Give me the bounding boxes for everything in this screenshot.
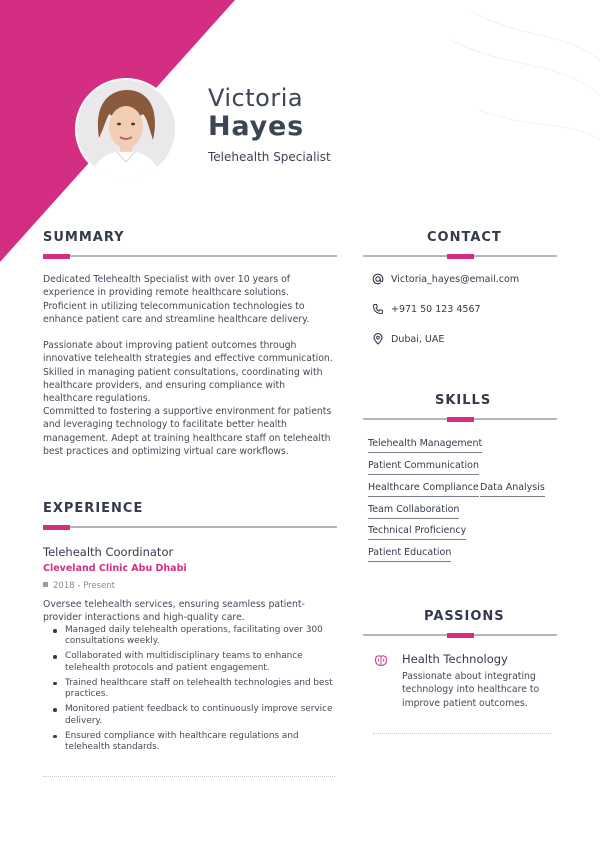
job-description: Oversee telehealth services, ensuring seamless patient-provider interactions and high-quality care. [43, 599, 305, 623]
job-bullet: Trained healthcare staff on telehealth technologies and best practices. [52, 678, 337, 701]
job-dates [43, 581, 115, 591]
summary-paragraph: Passionate about improving patient outcomes through innovative telehealth strategies and effective communication. Skilled in managing patient consultations, coordinating with healthcare providers, and ensuring compliance with healthcare regulations. [43, 340, 333, 405]
passions-divider [373, 733, 551, 734]
job-bullet: Managed daily telehealth operations, facilitating over 300 consultations weekly. [52, 625, 337, 648]
first-name: Victoria [208, 84, 304, 112]
summary-accent [43, 254, 70, 259]
summary-rule [43, 255, 337, 257]
passions-accent [447, 633, 474, 638]
experience-accent [43, 525, 70, 530]
passion-title: Health Technology [402, 652, 508, 666]
job-bullets [52, 625, 337, 757]
skills-accent [447, 417, 474, 422]
contact-heading: CONTACT [427, 230, 502, 245]
skill-tag: Data Analysis [480, 482, 545, 497]
last-name: Hayes [208, 111, 304, 142]
job-bullet: Monitored patient feedback to continuously improve service delivery. [52, 704, 337, 727]
summary-paragraph: Committed to fostering a supportive environment for patients and leveraging technology to facilitate better health management. Adept at training healthcare staff on telehealth best practices and optimizing virtual care workflows. [43, 406, 332, 457]
location-pin-icon [372, 333, 384, 345]
experience-heading: EXPERIENCE [43, 501, 144, 516]
at-icon [372, 273, 384, 285]
profile-photo [77, 80, 175, 178]
skill-tag: Patient Education [368, 547, 451, 562]
skill-tag: Telehealth Management [368, 438, 482, 453]
skill-tag: Team Collaboration [368, 504, 459, 519]
job-dates-text: 2018 - Present [53, 581, 115, 591]
job-bullet: Ensured compliance with healthcare regulations and telehealth standards. [52, 731, 337, 754]
job-company: Cleveland Clinic Abu Dhabi [43, 563, 187, 574]
job-role: Telehealth Coordinator [43, 545, 174, 559]
passion-description: Passionate about integrating technology into healthcare to improve patient outcomes. [402, 671, 540, 709]
brain-icon [374, 654, 388, 668]
contact-accent [447, 254, 474, 259]
contact-email[interactable] [372, 273, 519, 285]
skill-tag: Technical Proficiency [368, 525, 466, 540]
avatar [75, 78, 177, 180]
job-bullet: Collaborated with multidisciplinary teams to enhance telehealth protocols and patient engagement. [52, 651, 337, 674]
skill-tag: Patient Communication [368, 460, 479, 475]
summary-paragraph: Dedicated Telehealth Specialist with over 10 years of experience in providing remote healthcare solutions. Proficient in utilizing telecommunication technologies to enhance patient care and streamline healthcare delivery. [43, 274, 310, 325]
skill-tag: Healthcare Compliance [368, 482, 479, 497]
contact-phone-text: +971 50 123 4567 [391, 303, 481, 315]
date-marker-icon [43, 582, 48, 587]
contact-phone[interactable] [372, 303, 481, 315]
experience-rule [43, 526, 337, 528]
contact-email-text: Victoria_hayes@email.com [391, 273, 520, 285]
passions-heading: PASSIONS [424, 609, 505, 624]
job-title: Telehealth Specialist [208, 150, 331, 164]
experience-divider [43, 776, 335, 777]
contact-location [372, 333, 444, 345]
phone-icon [372, 303, 384, 315]
summary-heading: SUMMARY [43, 230, 125, 245]
contact-location-text: Dubai, UAE [391, 333, 445, 345]
skills-heading: SKILLS [435, 393, 492, 408]
